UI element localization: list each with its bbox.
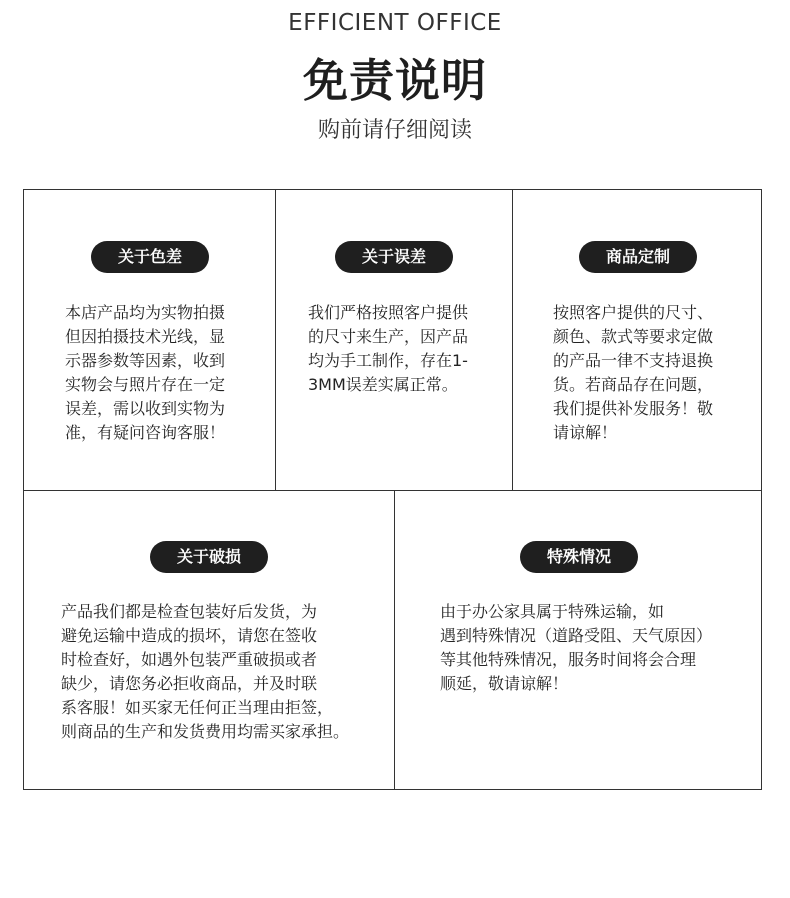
card-damage <box>24 490 394 789</box>
card-text: 由于办公家具属于特殊运输，如 遇到特殊情况（道路受阻、天气原因） 等其他特殊情况，服务时间将会合理 顺延，敬请谅解！ <box>440 602 713 693</box>
page-subtitle: 购前请仔细阅读 <box>317 118 472 143</box>
card-tag: 关于色差 <box>91 241 209 273</box>
card-text: 产品我们都是检查包装好后发货，为 避免运输中造成的损坏，请您在签收 时检查好，如遇外包装严重破损或者 缺少，请您务必拒收商品，并及时联 系客服！如买家无任何正当理由拒签， 则商品的生产和发货费用均需买家承担。 <box>61 602 350 741</box>
card-text: 本店产品均为实物拍摄 但因拍摄技术光线，显 示器参数等因素，收到 实物会与照片存在一定 误差，需以收到实物为 准，有疑问咨询客服！ <box>65 303 226 442</box>
disclaimer-grid <box>23 189 762 790</box>
page-title: 免责说明 <box>302 54 487 107</box>
header-english: EFFICIENT OFFICE <box>288 10 502 36</box>
card-tag: 关于破损 <box>150 541 268 573</box>
card-special-situation <box>394 490 761 789</box>
card-text: 我们严格按照客户提供 的尺寸来生产，因产品 均为手工制作，存在1- 3MM误差实属正常。 <box>308 303 469 394</box>
card-tag: 关于误差 <box>335 241 453 273</box>
card-custom-goods <box>512 190 761 490</box>
card-text: 按照客户提供的尺寸、 颜色、款式等要求定做 的产品一律不支持退换 货。若商品存在问题， 我们提供补发服务！敬 请谅解！ <box>553 303 714 442</box>
card-tag: 特殊情况 <box>520 541 638 573</box>
card-tag: 商品定制 <box>579 241 697 273</box>
card-size-error <box>275 190 512 490</box>
card-color-difference <box>24 190 275 490</box>
